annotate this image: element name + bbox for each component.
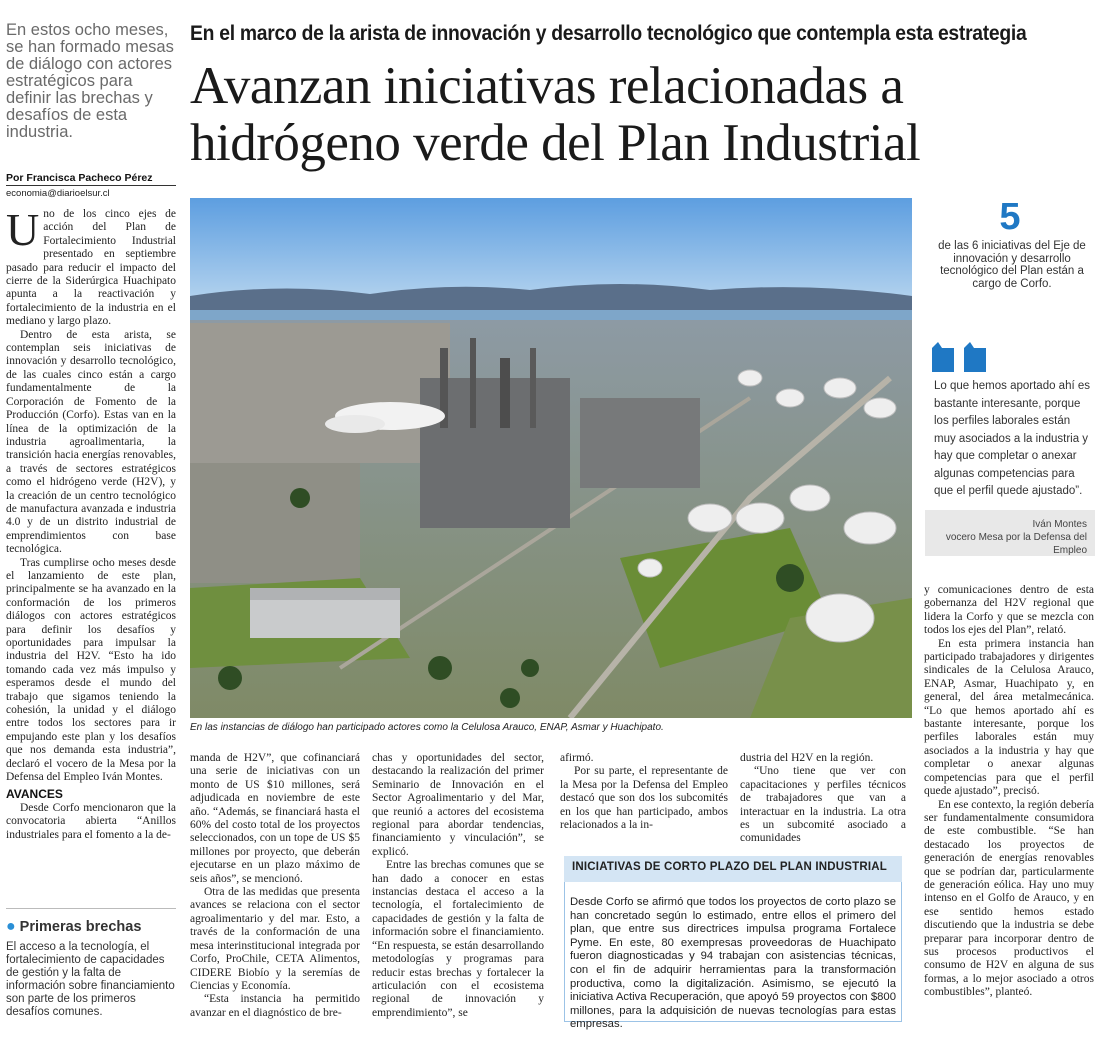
sidebar-divider: [6, 908, 176, 909]
body-column-4: [560, 752, 728, 832]
body-column-6: [924, 584, 1094, 1000]
bullet-icon: ●: [6, 918, 16, 935]
paragraph: y comunicaciones dentro de esta gobernanza del H2V regional que lidera la Corfo y que se mezcla con todos los ejes del Plan”, relató.: [924, 584, 1094, 637]
box-text: Desde Corfo se afirmó que todos los proyectos de corto plazo se han concretado según lo estimado, entre ellos el primero del plan, que entre sus directrices impulsa programa Fortalece Pyme. En este, 80 exempresas proveedoras de Huachipato fueron diagnosticadas y 94 trabajan con asistencias técnicas, con el fin de adquirir herramientas para la transformación productiva, como la digitalización. Asimismo, se ejecutó la iniciativa Activa Recuperación, que apoyó 59 proyectos con $800 millones, para la adquisición de nuevas tecnologías para estas empresas.: [570, 896, 896, 1031]
paragraph: Tras cumplirse ocho meses desde el lanzamiento de este plan, principalmente se ha avanzado en la conformación de los primeros diálogos con actores estratégicos para definir los desafíos y oportunidades para impulsar la industria del H2V. “Esto ha ido tomando cada vez más impulso y esperamos desde el mundo del trabajo que sigamos teniendo la cohesión, la unidad y el diálogo entre todos los sectores para ir empujando este plan y los desafíos que nos demanda esta industria”, declaró el vocero de la Mesa por la Defensa del Empleo Iván Montes.: [6, 556, 176, 784]
quote-text: Lo que hemos aportado ahí es bastante interesante, porque los perfiles laborales están muy asociados a la industria y hay que completar o anexar algunas competencias para que el perfil quede ajustado”.: [934, 380, 1091, 497]
primeras-brechas-title: ● Primeras brechas: [6, 918, 142, 935]
byline: Por Francisca Pacheco Pérez: [6, 172, 153, 184]
paragraph: chas y oportunidades del sector, destacando la realización del primer Seminario de Innovación en el Sector Agroalimentario y del Mar, que reunió a actores del ecosistema regional para abordar tendencias, financiamiento y vinculación”, se explicó.: [372, 752, 544, 858]
paragraph: manda de H2V”, que cofinanciará una serie de iniciativas con un monto de US $10 millones, será adjudicada en noviembre de este año. “Además, se financiará hasta el 60% del costo total de los proyectos seleccionados, con un tope de US $5 millones por proyecto, que deberán ejecutarse en un plazo máximo de seis años”, se mencionó.: [190, 752, 360, 885]
paragraph: Dentro de esta arista, se contemplan seis iniciativas de innovación y desarrollo tecnológico, de las cuales cinco están a cargo fundamentalmente de la Corporación de Fomento de la Producción (Corfo). Estas van en la línea de la optimización de la industria agroalimentaria, la transición hacia energías renovables, a través de sectores estratégicos como el hidrógeno verde (H2V), y la creación de un centro tecnológico de manufactura avanzada e industria 4.0 y de un distrito industrial de emprendimientos con base tecnológica.: [6, 328, 176, 556]
stat-text: de las 6 iniciativas del Eje de innovación y desarrollo tecnológico del Plan están a cargo de Corfo.: [938, 240, 1086, 290]
photo-caption: En las instancias de diálogo han participado actores como la Celulosa Arauco, ENAP, Asmar y Huachipato.: [190, 722, 664, 733]
refinery-photo: [190, 198, 912, 718]
headline: Avanzan iniciativas relacionadas a hidrógeno verde del Plan Industrial: [190, 57, 921, 172]
paragraph: Entre las brechas comunes que se han dado a conocer en estas instancias destaca el acceso a la tecnología, el fortalecimiento de capacidades de gestión y la falta de información sobre el financiamiento. “En respuesta, se están desarrollando metodologías y programas para reducir estas brechas y fortalecer la articulación con el ecosistema regional de innovación y emprendimiento”, se: [372, 859, 544, 1019]
article-deck: En estos ocho meses, se han formado mesas de diálogo con actores estratégicos para definir las brechas y desafíos de esta industria.: [6, 21, 174, 141]
byline-divider: [6, 185, 176, 186]
paragraph: Otra de las medidas que presenta avances se relaciona con el sector agroalimentario y del mar. Esto, a través de la conformación de una mesa interinstitucional integrada por Corfo, ProChile, CETA Alimentos, CIDERE Biobío y la seremías de Ciencias y Economía.: [190, 886, 360, 992]
body-column-2: [190, 752, 360, 1020]
quote-icon: [928, 340, 998, 380]
paragraph: En esta primera instancia han participado trabajadores y dirigentes sindicales de la Celulosa Arauco, ENAP, Asmar, Huachipato y, en general, del área metalmecánica. “Lo que hemos aportado ahí es bastante interesante, porque los perfiles laborales están muy asociados a la industria y hay que completar o anexar algunas competencias para que el perfil quede ajustado”, precisó.: [924, 637, 1094, 798]
body-column-3: [372, 752, 544, 1020]
paragraph: Por su parte, el representante de la Mesa por la Defensa del Empleo destacó que son dos los subcomités en los que han participado, ambos relacionados a la in-: [560, 765, 728, 832]
body-column-5: [740, 752, 906, 846]
paragraph: “Esta instancia ha permitido avanzar en el diagnóstico de bre-: [190, 993, 360, 1019]
paragraph: En ese contexto, la región debería ser fundamentalmente consumidora de este combustible. “Se han destacado los proyectos de generación de energías renovables que se podrían dar, particularmente de generación eólica. Hay uno muy intenso en el Golfo de Arauco, y en ese sentido hemos estado discutiendo que la industria se debe preparar para incorporar dentro de sus procesos productivos el consumo de H2V en alguna de sus formas, a lo mejor asociado a otros combustibles”, planteó.: [924, 798, 1094, 999]
box-title: INICIATIVAS DE CORTO PLAZO DEL PLAN INDUSTRIAL: [572, 861, 888, 873]
kicker: En el marco de la arista de innovación y desarrollo tecnológico que contempla esta estrategia: [190, 22, 1027, 45]
quote-attribution: [925, 510, 1095, 556]
author-email: economia@diarioelsur.cl: [6, 188, 110, 199]
quote-author: Iván Montes: [1032, 519, 1087, 530]
drop-cap: U: [6, 204, 40, 255]
paragraph: Desde Corfo mencionaron que la convocatoria abierta “Anillos industriales para el fomento a la de-: [6, 801, 176, 841]
stat-number: 5: [999, 196, 1021, 238]
body-column-1: [6, 204, 176, 842]
paragraph: no de los cinco ejes de acción del Plan de Fortalecimiento Industrial presentado en septiembre pasado para reducir el impacto del cierre de la Siderúrgica Huachipato apunta a la reactivación y fortalecimiento de la industria en el mediano y largo plazo.: [6, 208, 176, 328]
paragraph: afirmó.: [560, 752, 594, 764]
paragraph: dustria del H2V en la región.: [740, 752, 874, 764]
paragraph: “Uno tiene que ver con capacitaciones y perfiles técnicos de trabajadores que van a interactuar en la industria. La otra es un subcomité asociado a comunidades: [740, 765, 906, 845]
quote-author-role: vocero Mesa por la Defensa del Empleo: [945, 532, 1087, 556]
primeras-brechas-text: El acceso a la tecnología, el fortalecimiento de capacidades de gestión y la falta de información sobre financiamiento son parte de los primeros desafíos comunes.: [6, 941, 175, 1018]
subhead-avances: AVANCES: [6, 787, 63, 802]
